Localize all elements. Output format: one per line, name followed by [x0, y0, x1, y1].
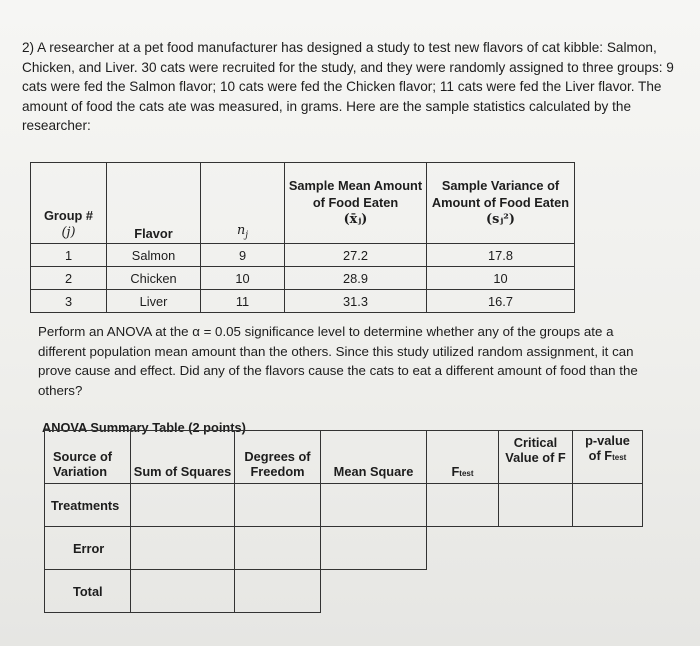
table-row: 3 Liver 11 31.3 16.7: [31, 290, 575, 313]
header-source: Source of Variation: [45, 431, 131, 484]
sample-statistics-table: [30, 162, 575, 313]
problem-text: 2) A researcher at a pet food manufacturer has designed a study to test new flavors of cat kibble: Salmon, Chicken, and Liver. 30 cats were recruited for the study, and they were randomly assigned to three groups: 9 cats were fed the Salmon flavor; 10 cats were fed the Chicken flavor; 11 cats were fed the Liver flavor. The amount of food the cats ate was measured, in grams. Here are the sample statistics calculated by the researcher:: [22, 40, 674, 134]
treatments-df-cell[interactable]: [235, 484, 321, 527]
table-row: [45, 527, 643, 570]
table-row: [45, 484, 643, 527]
header-sample-mean: Sample Mean Amount of Food Eaten (x̄ⱼ): [285, 163, 427, 244]
treatments-ms-cell[interactable]: [321, 484, 427, 527]
treatments-ss-cell[interactable]: [131, 484, 235, 527]
header-degrees-of-freedom: Degrees of Freedom: [235, 431, 321, 484]
row-label-total: Total: [45, 570, 131, 613]
error-df-cell[interactable]: [235, 527, 321, 570]
header-p-value: p-value of Ftest: [573, 431, 643, 484]
header-critical-value: Critical Value of F: [499, 431, 573, 484]
header-mean-square: Mean Square: [321, 431, 427, 484]
anova-caption: ANOVA Summary Table (2 points): [42, 420, 246, 435]
header-n: $n_j$: [201, 163, 285, 244]
stats-header-row: [31, 163, 575, 244]
row-label-error: Error: [45, 527, 131, 570]
anova-header-row: [45, 431, 643, 484]
total-df-cell[interactable]: [235, 570, 321, 613]
total-ss-cell[interactable]: [131, 570, 235, 613]
treatments-critical-cell[interactable]: [499, 484, 573, 527]
header-sum-of-squares: Sum of Squares: [131, 431, 235, 484]
error-ms-cell[interactable]: [321, 527, 427, 570]
header-sample-variance: Sample Variance of Amount of Food Eaten (sⱼ²): [427, 163, 575, 244]
table-row: 2 Chicken 10 28.9 10: [31, 267, 575, 290]
header-f-test: Ftest: [427, 431, 499, 484]
question-text: Perform an ANOVA at the α = 0.05 significance level to determine whether any of the groups ate a different population mean amount than the others. Since this study utilized random assignment, it can prove cause and effect. Did any of the flavors cause the cats to eat a different amount of food than the others?: [38, 324, 638, 398]
table-row: 1 Salmon 9 27.2 17.8: [31, 244, 575, 267]
header-group: Group # (j): [31, 163, 107, 244]
anova-summary-table: [44, 430, 643, 613]
table-row: [45, 570, 643, 613]
row-label-treatments: Treatments: [45, 484, 131, 527]
treatments-p-cell[interactable]: [573, 484, 643, 527]
error-ss-cell[interactable]: [131, 527, 235, 570]
treatments-f-cell[interactable]: [427, 484, 499, 527]
header-flavor: Flavor: [107, 163, 201, 244]
